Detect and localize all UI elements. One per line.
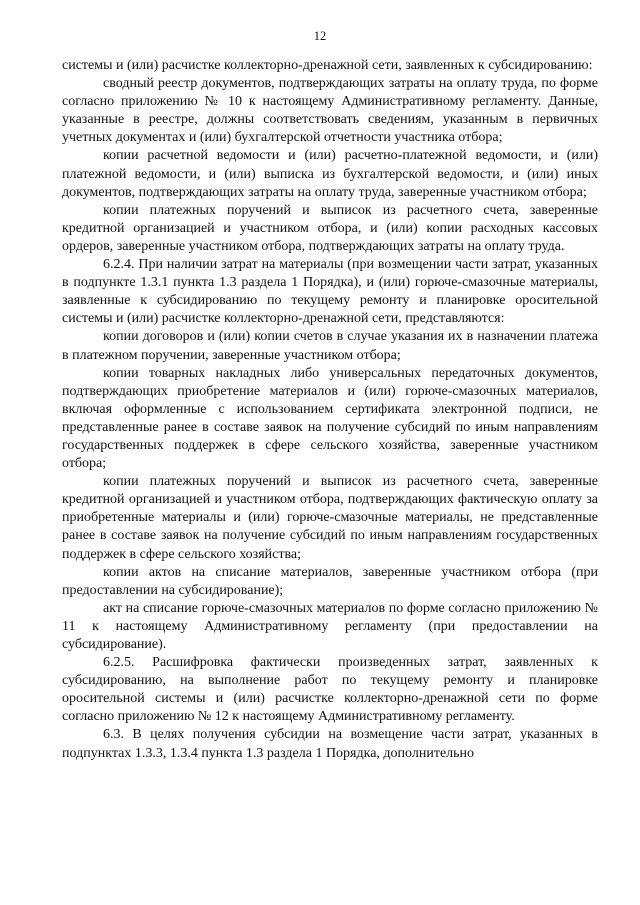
paragraph: копии расчетной ведомости и (или) расчетно-платежной ведомости, и (или) платежной ведомости, и (или) выписка из бухгалтерской ведомости, и (или) иных документов, подтверждающих затраты на оплату труда, заверенные участником отбора; — [62, 148, 598, 200]
paragraph: копии актов на списание материалов, заверенные участником отбора (при предоставлении на субсидирование); — [62, 564, 598, 598]
paragraph: сводный реестр документов, подтверждающих затраты на оплату труда, по форме согласно приложению № 10 к настоящему Административному регламенту. Данные, указанные в реестре, должны соответствовать сведениям, указанным в первичных учетных документах и (или) бухгалтерской отчетности участника отбора; — [62, 76, 598, 146]
paragraph: копии платежных поручений и выписок из расчетного счета, заверенные кредитной организацией и участником отбора, и (или) копии расходных кассовых ордеров, заверенные участником отбора, подтверждающих затраты на оплату труда. — [62, 202, 598, 254]
paragraph: копии договоров и (или) копии счетов в случае указания их в назначении платежа в платежном поручении, заверенные участником отбора; — [62, 329, 598, 363]
document-body — [62, 57, 598, 763]
paragraph: копии платежных поручений и выписок из расчетного счета, заверенные кредитной организацией и участником отбора, подтверждающих фактическую оплату за приобретенные материалы и (или) горюче-смазочные материалы, не представленные ранее в составе заявок на получение субсидий по иным направлениям государственных поддержек в сфере сельского хозяйства; — [62, 474, 598, 562]
paragraph: системы и (или) расчистке коллекторно-дренажной сети, заявленных к субсидированию: — [62, 58, 593, 73]
paragraph: 6.2.5. Расшифровка фактически произведенных затрат, заявленных к субсидированию, на выполнение работ по текущему ремонту и планировке оросительной системы и (или) расчистке коллекторно-дренажной сети по форме согласно приложению № 12 к настоящему Административному регламенту. — [62, 655, 598, 725]
paragraph: 6.3. В целях получения субсидии на возмещение части затрат, указанных в подпунктах 1.3.3, 1.3.4 пункта 1.3 раздела 1 Порядка, дополнительно — [62, 727, 598, 761]
paragraph: 6.2.4. При наличии затрат на материалы (при возмещении части затрат, указанных в подпункте 1.3.1 пункта 1.3 раздела 1 Порядка), и (или) горюче-смазочные материалы, заявленные к субсидированию по текущему ремонту и планировке оросительной системы и (или) расчистке коллекторно-дренажной сети, представляются: — [62, 257, 598, 327]
paragraph: акт на списание горюче-смазочных материалов по форме согласно приложению № 11 к настоящему Административному регламенту (при предоставлении на субсидирование). — [62, 600, 598, 652]
page-number: 12 — [313, 29, 327, 43]
paragraph: копии товарных накладных либо универсальных передаточных документов, подтверждающих приобретение материалов и (или) горюче-смазочных материалов, включая оформленные с использованием сертификата электронной подписи, не представленные ранее в составе заявок на получение субсидий по иным направлениям государственных поддержек в сфере сельского хозяйства, заверенные участником отбора; — [62, 365, 598, 472]
